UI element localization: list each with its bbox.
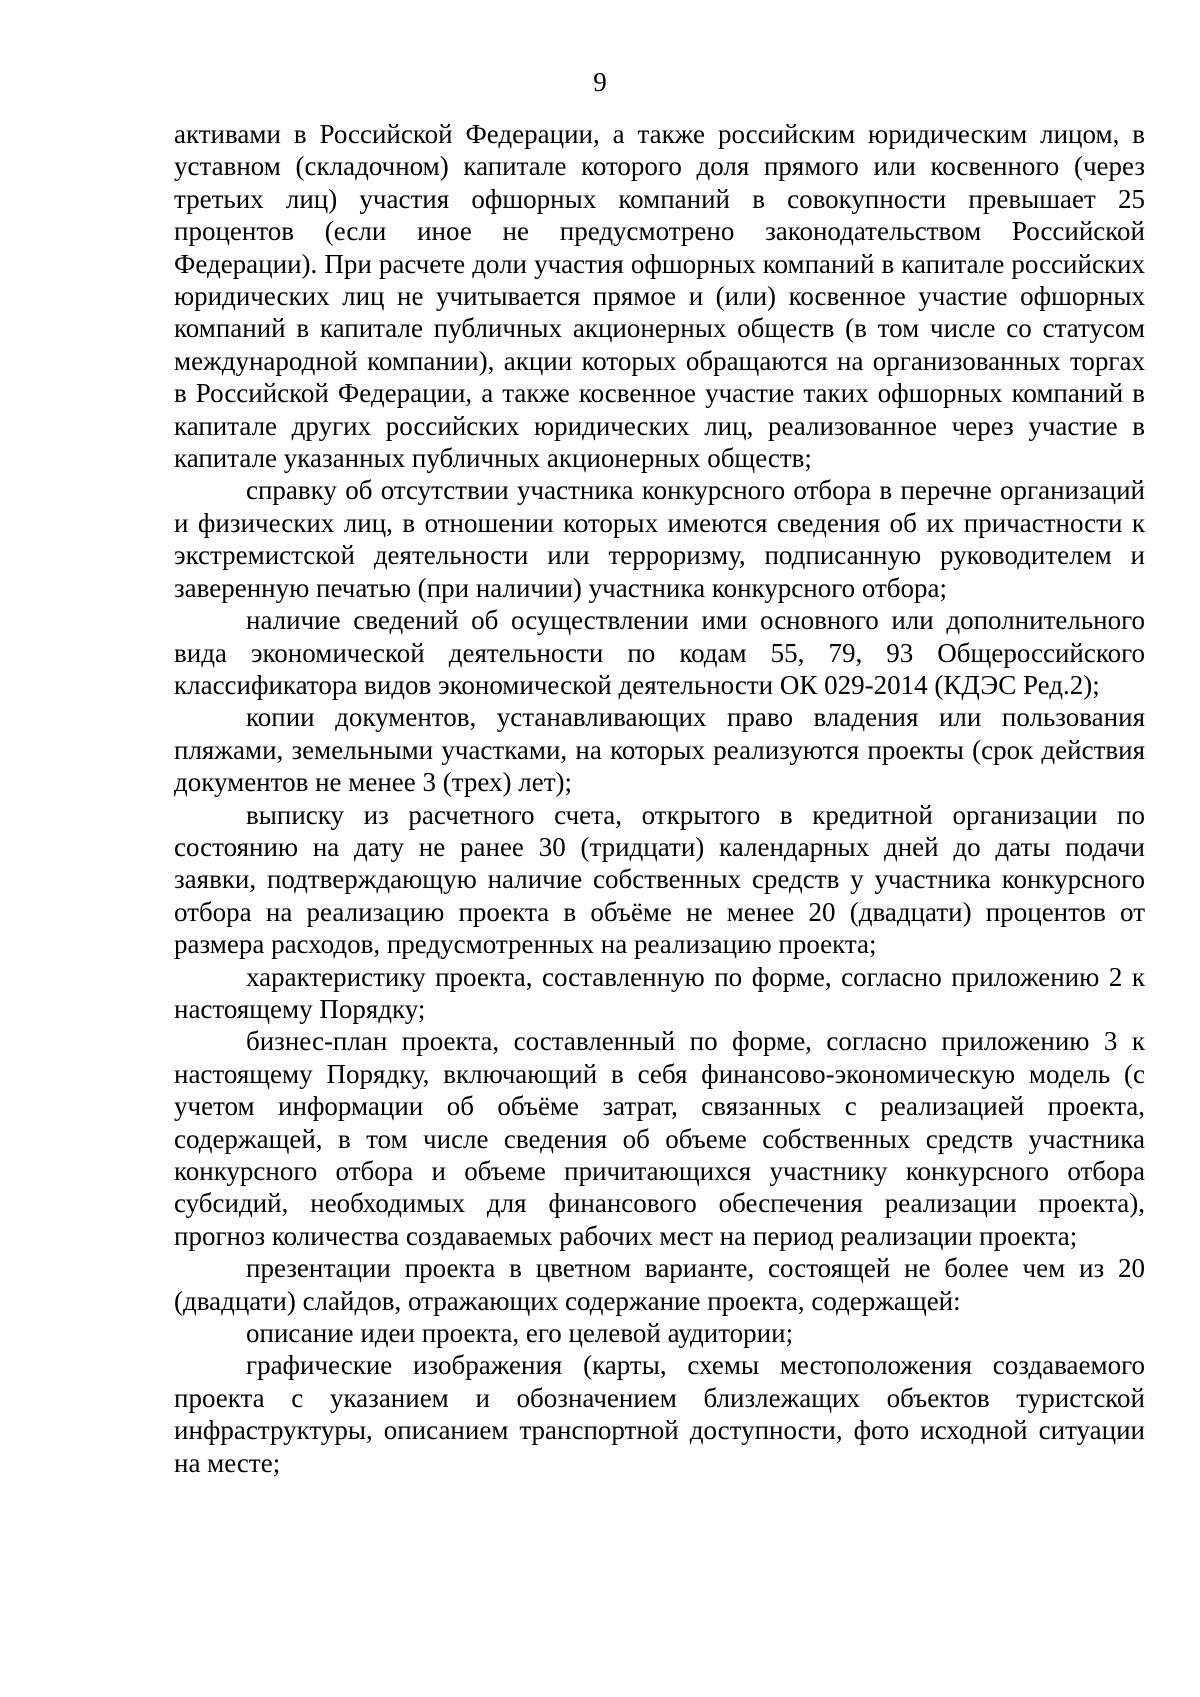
paragraph-bank-statement: выписку из расчетного счета, открытого в кредитной организации по состоянию на дату не ранее 30 (тридцати) календарных дней до даты подачи заявки, подтверждающую наличие собственных средств у участника конкурсного отбора на реализацию проекта в объёме не менее 20 (двадцати) процентов от размера расходов, предусмотренных на реализацию проекта; [174,799,1145,960]
paragraph-activity-codes: наличие сведений об осуществлении ими основного или дополнительного вида экономической деятельности по кодам 55, 79, 93 Общероссийского классификатора видов экономической деятельности ОК 029-2014 (КДЭС Ред.2); [174,605,1145,700]
paragraph-offshore-participation: активами в Российской Федерации, а также российским юридическим лицом, в уставном (складочном) капитале которого доля прямого или косвенного (через третьих лиц) участия офшорных компаний в совокупности превышает 25 процентов (если иное не предусмотрено законодательством Российской Федерации). При расчете доли участия офшорных компаний в капитале российских юридических лиц не учитывается прямое и (или) косвенное участие офшорных компаний в капитале публичных акционерных обществ (в том числе со статусом международной компании), акции которых обращаются на организованных торгах в Российской Федерации, а также косвенное участие таких офшорных компаний в капитале других российских юридических лиц, реализованное через участие в капитале указанных публичных акционерных обществ; [174,119,1145,474]
paragraph-extremism-certificate: справку об отсутствии участника конкурсного отбора в перечне организаций и физических лиц, в отношении которых имеются сведения об их причастности к экстремистской деятельности или терроризму, подписанную руководителем и заверенную печатью (при наличии) участника конкурсного отбора; [174,475,1145,603]
paragraph-land-documents: копии документов, устанавливающих право владения или пользования пляжами, земельными участками, на которых реализуются проекты (срок действия документов не менее 3 (трех) лет); [174,702,1145,798]
page-number: 9 [593,67,607,97]
paragraph-business-plan: бизнес-план проекта, составленный по форме, согласно приложению 3 к настоящему Порядку, включающий в себя финансово-экономическую модель (с учетом информации об объёме затрат, связанных с реализацией проекта, содержащей, в том числе сведения об объеме собственных средств участника конкурсного отбора и объеме причитающихся участнику конкурсного отбора субсидий, необходимых для финансового обеспечения реализации проекта), прогноз количества создаваемых рабочих мест на период реализации проекта; [174,1026,1145,1251]
document-body [174,118,1145,1479]
paragraph-project-characteristics: характеристику проекта, составленную по форме, согласно приложению 2 к настоящему Порядку; [174,961,1145,1024]
paragraph-graphic-images: графические изображения (карты, схемы местоположения создаваемого проекта с указанием и обозначением близлежащих объектов туристской инфраструктуры, описанием транспортной доступности, фото исходной ситуации на месте; [174,1350,1145,1478]
paragraph-presentation: презентации проекта в цветном варианте, состоящей не более чем из 20 (двадцати) слайдов, отражающих содержание проекта, содержащей: [174,1253,1145,1316]
paragraph-project-idea: описание идеи проекта, его целевой аудитории; [246,1318,794,1349]
